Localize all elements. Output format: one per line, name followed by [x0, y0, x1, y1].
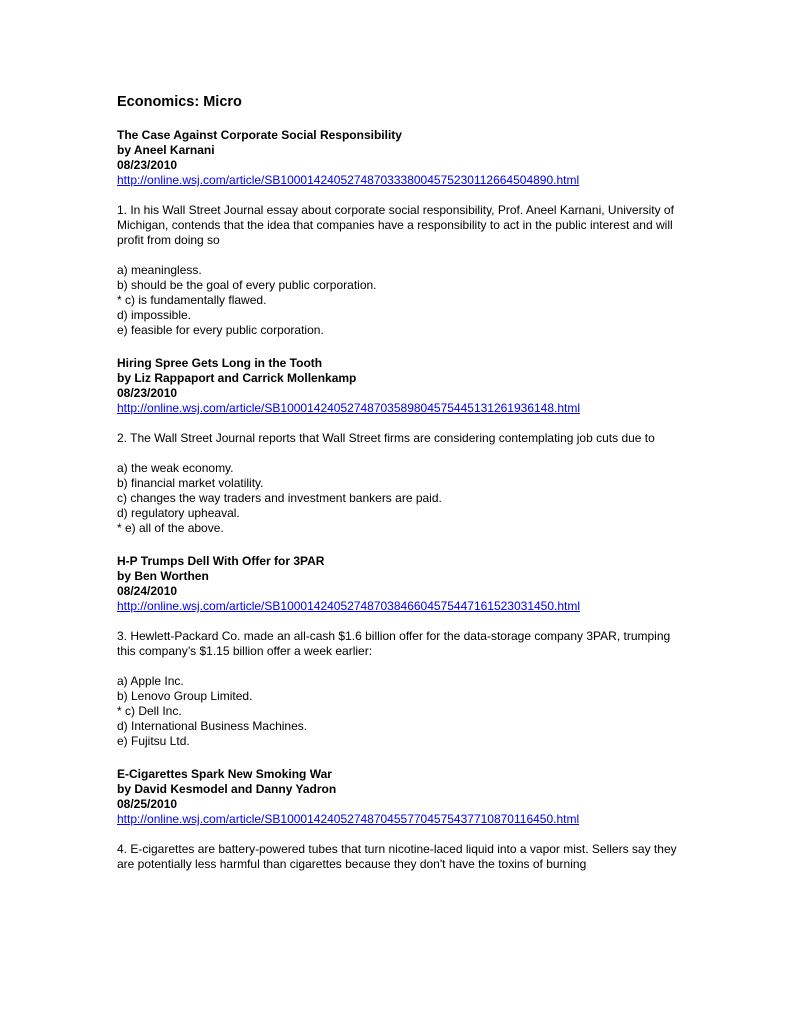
- option-a: a) Apple Inc.: [117, 674, 184, 688]
- answer-options: [117, 674, 677, 749]
- question-text: 3. Hewlett-Packard Co. made an all-cash $1.6 billion offer for the data-storage company 3PAR, trumping this company’s $1.15 billion offer a week earlier:: [117, 629, 671, 658]
- article-byline: by Aneel Karnani: [117, 143, 215, 157]
- question-text: 2. The Wall Street Journal reports that Wall Street firms are considering contemplating job cuts due to: [117, 431, 655, 445]
- article-link[interactable]: http://online.wsj.com/article/SB10001424052748703338004575230112664504890.html: [117, 173, 580, 187]
- option-c: * c) is fundamentally flawed.: [117, 293, 267, 307]
- article-3: [117, 554, 677, 749]
- option-a: a) meaningless.: [117, 263, 202, 277]
- option-b: b) Lenovo Group Limited.: [117, 689, 253, 703]
- option-e: * e) all of the above.: [117, 521, 224, 535]
- article-headline: E-Cigarettes Spark New Smoking War: [117, 767, 332, 781]
- question-text: 4. E-cigarettes are battery-powered tubes that turn nicotine-laced liquid into a vapor mist. Sellers say they are potentially less harmful than cigarettes because they don't have the toxins of burning: [117, 842, 677, 871]
- option-e: e) Fujitsu Ltd.: [117, 734, 190, 748]
- answer-options: [117, 461, 677, 536]
- article-date: 08/23/2010: [117, 158, 178, 172]
- option-b: b) financial market volatility.: [117, 476, 264, 490]
- option-d: d) International Business Machines.: [117, 719, 308, 733]
- article-byline: by David Kesmodel and Danny Yadron: [117, 782, 337, 796]
- article-headline: The Case Against Corporate Social Responsibility: [117, 128, 402, 142]
- document-page: [117, 92, 677, 890]
- page-title: Economics: Micro: [117, 94, 242, 110]
- article-4: [117, 767, 677, 872]
- option-c: * c) Dell Inc.: [117, 704, 182, 718]
- option-d: d) impossible.: [117, 308, 192, 322]
- option-d: d) regulatory upheaval.: [117, 506, 240, 520]
- article-byline: by Liz Rappaport and Carrick Mollenkamp: [117, 371, 357, 385]
- article-1: [117, 128, 677, 338]
- option-c: c) changes the way traders and investment bankers are paid.: [117, 491, 442, 505]
- article-date: 08/24/2010: [117, 584, 178, 598]
- article-2: [117, 356, 677, 536]
- option-b: b) should be the goal of every public corporation.: [117, 278, 377, 292]
- article-link[interactable]: http://online.wsj.com/article/SB10001424052748703589804575445131261936148.html: [117, 401, 581, 415]
- option-a: a) the weak economy.: [117, 461, 234, 475]
- article-date: 08/25/2010: [117, 797, 178, 811]
- question-text: 1. In his Wall Street Journal essay about corporate social responsibility, Prof. Aneel Karnani, University of Michigan, contends that the idea that companies have a responsibility to act in the public interest and will profit from doing so: [117, 203, 674, 247]
- article-link[interactable]: http://online.wsj.com/article/SB10001424052748704557704575437710870116450.html: [117, 812, 580, 826]
- article-headline: Hiring Spree Gets Long in the Tooth: [117, 356, 323, 370]
- article-date: 08/23/2010: [117, 386, 178, 400]
- article-byline: by Ben Worthen: [117, 569, 209, 583]
- article-headline: H-P Trumps Dell With Offer for 3PAR: [117, 554, 325, 568]
- option-e: e) feasible for every public corporation.: [117, 323, 324, 337]
- article-link[interactable]: http://online.wsj.com/article/SB10001424052748703846604575447161523031450.html: [117, 599, 581, 613]
- answer-options: [117, 263, 677, 338]
